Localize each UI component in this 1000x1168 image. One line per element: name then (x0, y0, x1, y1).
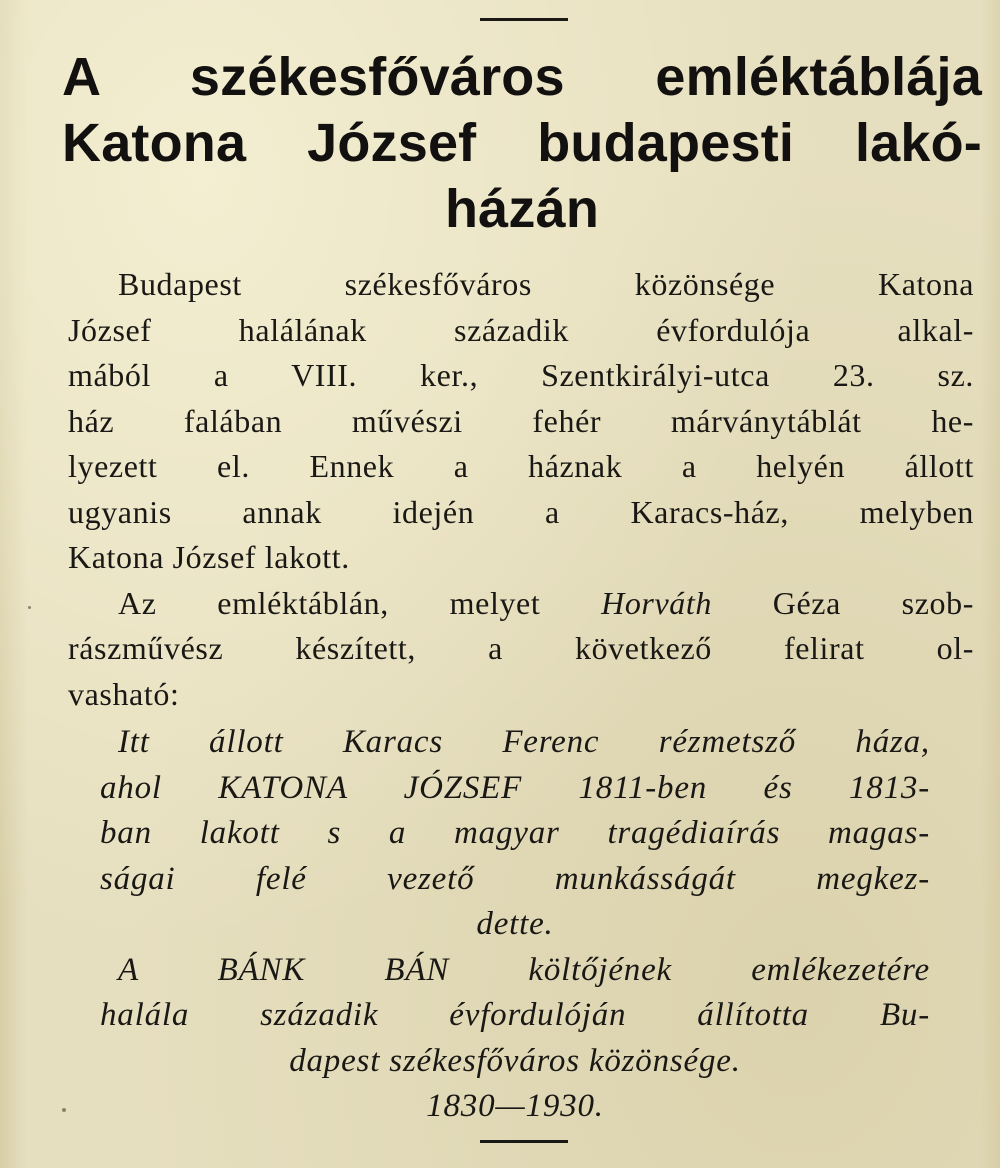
inscription-line: ságai felé vezető munkásságát megkez- (100, 860, 930, 897)
body-text: Géza szob- (711, 584, 974, 621)
body-line: mából a VIII. ker., Szentkirályi-utca 23. sz. (68, 357, 974, 393)
body-line: rászművész készített, a következő felirat ol- (68, 630, 974, 666)
headline-line-2: Katona József budapesti lakó- (62, 113, 982, 173)
inscription-line: halála századik évfordulóján állította Bu- (100, 997, 930, 1033)
body-line: Katona József lakott. (68, 539, 350, 575)
body-line: Budapest székesfőváros közönsége Katona (118, 266, 974, 302)
inscription-line: Itt állott Karacs Ferenc rézmetsző háza, (118, 724, 930, 760)
body-line: József halálának századik évfordulója alkal- (68, 311, 974, 348)
body-line-sculptor (68, 581, 974, 627)
body-line: vasható: (68, 675, 180, 712)
top-divider-rule (480, 18, 568, 21)
headline-line-3: házán (444, 179, 600, 239)
body-line: lyezett el. Ennek a háznak a helyén állott (68, 448, 974, 484)
sculptor-name: Horváth (601, 584, 712, 621)
inscription-date: 1830—1930. (426, 1088, 604, 1124)
article-body (68, 262, 974, 717)
paper-speck (28, 606, 31, 609)
plaque-inscription (100, 720, 930, 1130)
body-line: ugyanis annak idején a Karacs-ház, melyben (68, 493, 974, 530)
headline-line-1: A székesfőváros emléktáblája (62, 47, 982, 107)
paper-speck (62, 1108, 66, 1112)
inscription-line: ahol KATONA JÓZSEF 1811-ben és 1813- (100, 769, 930, 806)
inscription-line: A BÁNK BÁN költőjének emlékezetére (118, 951, 930, 988)
body-text: Az emléktáblán, melyet (118, 584, 602, 621)
inscription-line: dette. (476, 906, 554, 942)
inscription-line: dapest székesfőváros közönsége. (289, 1042, 741, 1079)
article-headline (62, 44, 982, 242)
body-line: ház falában művészi fehér márványtáblát he- (68, 402, 974, 439)
bottom-divider-rule (480, 1140, 568, 1143)
inscription-line: ban lakott s a magyar tragédiaírás magas- (100, 815, 930, 851)
